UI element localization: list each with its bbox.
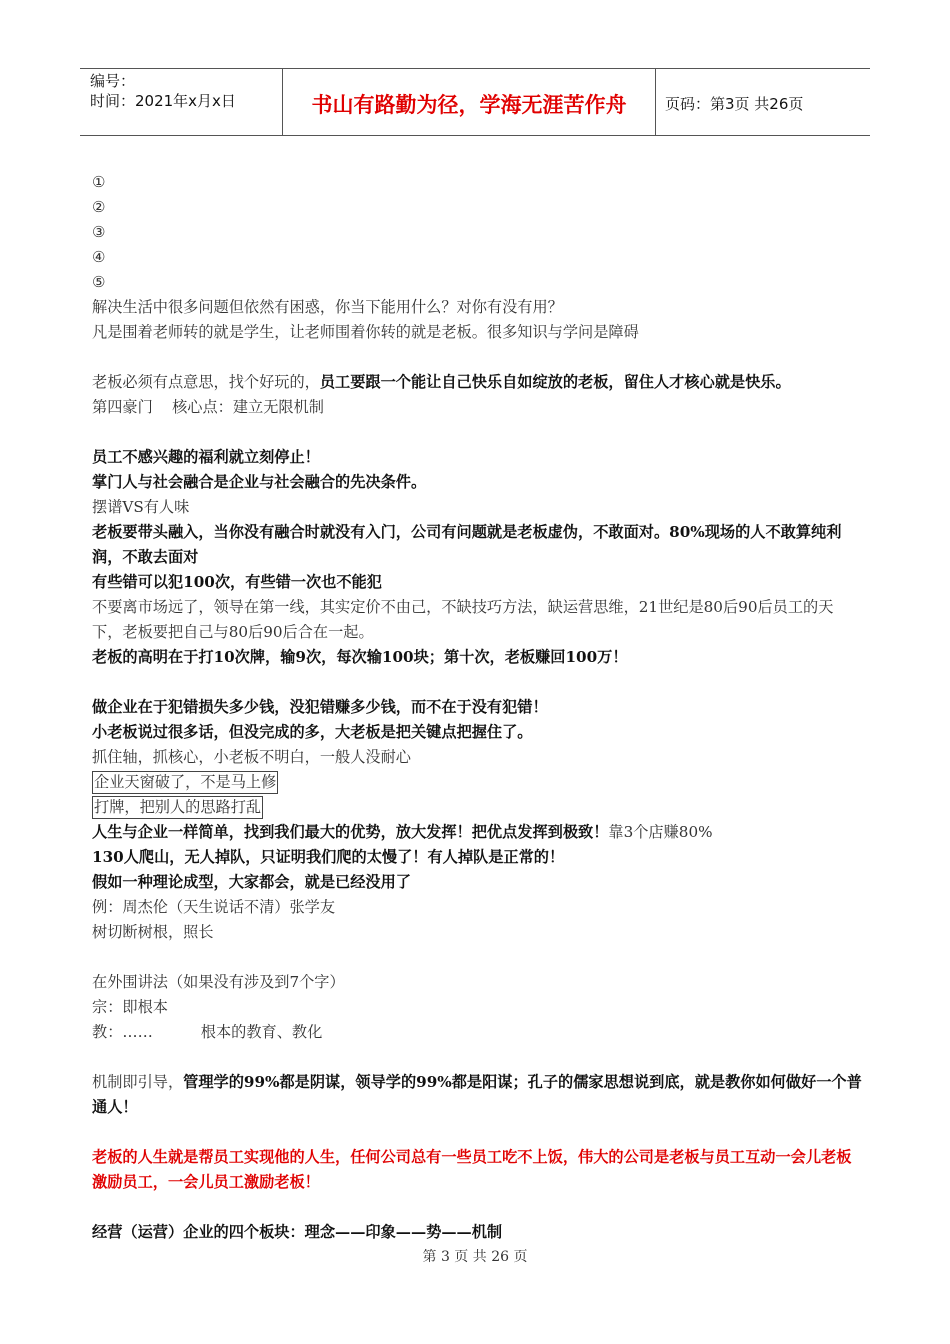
- text-run-bold: 员工要跟一个能让自己快乐自如绽放的老板，留住人才核心就是快乐。: [319, 373, 791, 391]
- page-header: [80, 68, 870, 136]
- paragraph-bold: 经营（运营）企业的四个板块：理念——印象——势——机制: [92, 1223, 503, 1241]
- text-run: 机制即引导，: [92, 1073, 184, 1091]
- paragraph: 抓住轴，抓核心，小老板不明白，一般人没耐心: [92, 748, 411, 766]
- spacer: [92, 1045, 862, 1070]
- spacer: [92, 345, 862, 370]
- paragraph: [92, 1070, 862, 1120]
- text-run-bold: 管理学的99%都是阴谋，领导学的99%都是阳谋；孔子的儒家思想说到底，就是教你如何做好一个普通人！: [92, 1073, 862, 1116]
- spacer: [92, 670, 862, 695]
- paragraph-bold: 老板的高明在于打10次牌，输9次，每次输100块；第十次，老板赚回100万！: [92, 648, 628, 666]
- paragraph: 解决生活中很多问题但依然有困惑，你当下能用什么？对你有没有用？: [92, 298, 563, 316]
- paragraph: 例：周杰伦（天生说话不清）张学友: [92, 898, 335, 916]
- text-run-bold: 人生与企业一样简单，找到我们最大的优势，放大发挥！把优点发挥到极致！: [92, 823, 609, 841]
- paragraph: [92, 795, 862, 820]
- paragraph: 宗：即根本: [92, 998, 168, 1016]
- paragraph: [92, 1020, 862, 1045]
- paragraph-bold: 掌门人与社会融合是企业与社会融合的先决条件。: [92, 473, 427, 491]
- spacer: [92, 945, 862, 970]
- document-body: [92, 170, 862, 1245]
- number-label: 编号：: [90, 72, 136, 90]
- time-label: 时间：2021年x月x日: [90, 92, 236, 110]
- spacer: [92, 1195, 862, 1220]
- page-footer: 第 3 页 共 26 页: [422, 1249, 528, 1265]
- paragraph-bold: 老板要带头融入，当你没有融合时就没有入门，公司有问题就是老板虚伪，不敢面对。80%现场的人不敢算纯利润，不敢去面对: [92, 523, 842, 566]
- text-run: 核心点：建立无限机制: [172, 398, 324, 416]
- list-marker-4: ④: [92, 248, 106, 266]
- paragraph: 在外围讲法（如果没有涉及到7个字）: [92, 973, 345, 991]
- paragraph: [92, 395, 862, 420]
- list-marker-1: ①: [92, 173, 106, 191]
- paragraph: 摆谱VS有人味: [92, 498, 190, 516]
- text-run: 老板必须有点意思，找个好玩的，: [92, 373, 320, 391]
- header-meta: [80, 69, 282, 135]
- paragraph-bold: 小老板说过很多话，但没完成的多，大老板是把关键点把握住了。: [92, 723, 533, 741]
- paragraph: 不要离市场远了，领导在第一线，其实定价不由己，不缺技巧方法，缺运营思维，21世纪是80后90后员工的天下，老板要把自己与80后90后合在一起。: [92, 598, 834, 641]
- spacer: [92, 1120, 862, 1145]
- text-run: 教：……: [92, 1023, 153, 1041]
- paragraph: [92, 820, 862, 845]
- paragraph: [92, 370, 862, 395]
- list-marker-5: ⑤: [92, 273, 106, 291]
- paragraph-bold: 有些错可以犯100次，有些错一次也不能犯: [92, 573, 382, 591]
- spacer: [92, 420, 862, 445]
- header-motto: 书山有路勤为径，学海无涯苦作舟: [282, 69, 656, 135]
- paragraph-red: 老板的人生就是帮员工实现他的人生，任何公司总有一些员工吃不上饭，伟大的公司是老板与员工互动一会儿老板激励员工，一会儿员工激励老板！: [92, 1148, 852, 1191]
- paragraph-bold: 员工不感兴趣的福利就立刻停止！: [92, 448, 320, 466]
- boxed-text: 企业天窗破了，不是马上修: [92, 771, 278, 794]
- list-marker-2: ②: [92, 198, 106, 216]
- paragraph: [92, 770, 862, 795]
- paragraph: 凡是围着老师转的就是学生，让老师围着你转的就是老板。很多知识与学问是障碍: [92, 323, 639, 341]
- list-marker-3: ③: [92, 223, 106, 241]
- header-page-label: 页码：第3页 共26页: [665, 94, 804, 113]
- paragraph: 树切断树根，照长: [92, 923, 214, 941]
- text-run: 第四豪门: [92, 398, 153, 416]
- paragraph-bold: 130人爬山，无人掉队，只证明我们爬的太慢了！有人掉队是正常的！: [92, 848, 565, 866]
- boxed-text: 打牌，把别人的思路打乱: [92, 796, 263, 819]
- text-run: 靠3个店赚80%: [608, 823, 713, 841]
- text-run: 根本的教育、教化: [200, 1023, 323, 1041]
- paragraph-bold: 做企业在于犯错损失多少钱，没犯错赚多少钱，而不在于没有犯错！: [92, 698, 548, 716]
- paragraph-bold: 假如一种理论成型，大家都会，就是已经没用了: [92, 873, 411, 891]
